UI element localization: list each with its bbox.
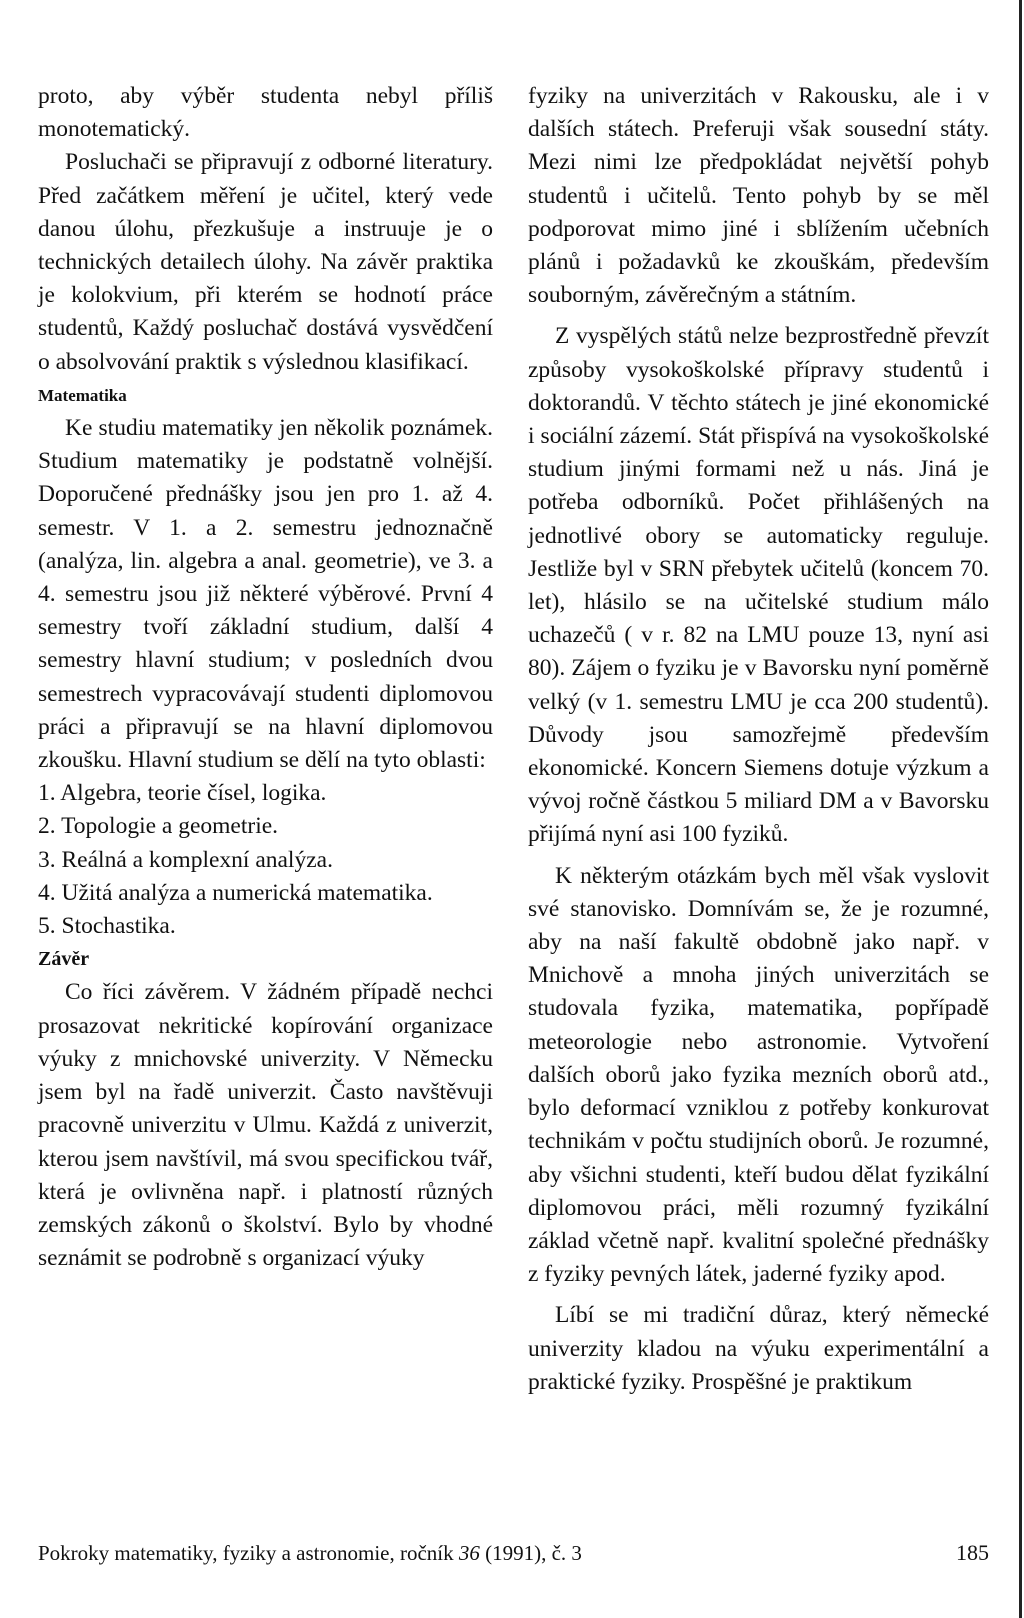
- page-number: 185: [956, 1540, 989, 1565]
- journal-volume: 36: [458, 1541, 480, 1565]
- section-heading-zaver: Závěr: [38, 948, 90, 971]
- left-column: [38, 80, 493, 1275]
- right-column: [528, 80, 989, 1399]
- paragraph: fyziky na univerzitách v Rakousku, ale i v dalších státech. Preferuji však sousední státy. Mezi nimi lze předpokládat největší pohyb studentů i učitelů. Tento pohyb by se měl podporovat mimo jiné i sblížením učebních plánů i požadavků ke zkouškám, především souborným, závěrečným a státním.: [528, 83, 989, 309]
- paragraph: Z vyspělých států nelze bezprostředně převzít způsoby vysokoškolské přípravy studentů i doktorandů. V těchto státech je jiné ekonomické i sociální zázemí. Stát přispívá na vysokoškolské studium jinými formami než u nás. Jiná je potřeba odborníků. Počet přihlášených na jednotlivé obory se automaticky reguluje. Jestliže byl v SRN přebytek učitelů (koncem 70. let), hlásilo se na učitelské studium málo uchazečů ( v r. 82 na LMU pouze 13, nyní asi 80). Zájem o fyziku je v Bavorsku nyní poměrně velký (v 1. semestru LMU je cca 200 studentů). Důvody jsou samozřejmě především ekonomické. Koncern Siemens dotuje výzkum a vývoj ročně částkou 5 miliard DM a v Bavorsku přijímá nyní asi 100 fyziků.: [528, 323, 989, 848]
- list-item: 3. Reálná a komplexní analýza.: [38, 846, 333, 873]
- section-heading-matematika: Matematika: [38, 385, 127, 405]
- list-item: 1. Algebra, teorie čísel, logika.: [38, 780, 327, 807]
- journal-name: Pokroky matematiky, fyziky a astronomie, ročník: [38, 1541, 459, 1565]
- list-item: 4. Užitá analýza a numerická matematika.: [38, 879, 433, 906]
- paragraph: Co říci závěrem. V žádném případě nechci prosazovat nekritické kopírování organizace výuky z mnichovské univerzity. V Německu jsem byl na řadě univerzit. Často navštěvuji pracovně univerzitu v Ulmu. Každá z univerzit, kterou jsem navštívil, má svou specifickou tvář, která je ovlivněna např. i platností různých zemských zákonů o školství. Bylo by vhodné seznámit se podrobně s organizací výuky: [38, 979, 493, 1272]
- journal-citation: [38, 1540, 582, 1566]
- paragraph: proto, aby výběr studenta nebyl příliš monotematický.: [38, 83, 493, 143]
- paragraph: K některým otázkám bych měl však vyslovit své stanovisko. Domnívám se, že je rozumné, aby na naší fakultě obdobně jako např. v Mnichově a mnoha jiných univerzitách se studovala fyzika, matematika, popřípadě meteorologie nebo astronomie. Vytvoření dalších oborů jako fyzika mezních oborů atd., bylo deformací vzniklou z potřeby konkurovat technikám v počtu studijních oborů. Je rozumné, aby všichni studenti, kteří budou dělat fyzikální diplomovou práci, měli rozumný fyzikální základ včetně např. kvalitní společné přednášky z fyziky pevných látek, jaderné fyziky apod.: [528, 862, 989, 1288]
- list-item: 5. Stochastika.: [38, 913, 176, 940]
- journal-issue: (1991), č. 3: [479, 1541, 582, 1565]
- paragraph: Posluchači se připravují z odborné literatury. Před začátkem měření je učitel, který vede danou úlohu, přezkušuje a instruuje je o technických detailech úlohy. Na závěr praktika je kolokvium, při kterém se hodnotí práce studentů, Každý posluchač dostává vysvědčení o absolvování praktik s výslednou klasifikací.: [38, 149, 493, 375]
- paragraph: Ke studiu matematiky jen několik poznámek. Studium matematiky je podstatně volnější. Doporučené přednášky jsou jen pro 1. až 4. semestr. V 1. a 2. semestru jednoznačně (analýza, lin. algebra a anal. geometrie), ve 3. a 4. semestru jsou již některé výběrové. První 4 semestry tvoří základní studium, další 4 semestry hlavní studium; v posledních dvou semestrech vypracovávají studenti diplomovou práci a připravují se na hlavní diplomovou zkoušku. Hlavní studium se dělí na tyto oblasti:: [38, 415, 493, 774]
- page-edge-rule: [1019, 0, 1022, 1618]
- paragraph: Líbí se mi tradiční důraz, který německé univerzity kladou na výuku experimentální a praktické fyziky. Prospěšné je praktikum: [528, 1302, 989, 1395]
- list-item: 2. Topologie a geometrie.: [38, 813, 279, 840]
